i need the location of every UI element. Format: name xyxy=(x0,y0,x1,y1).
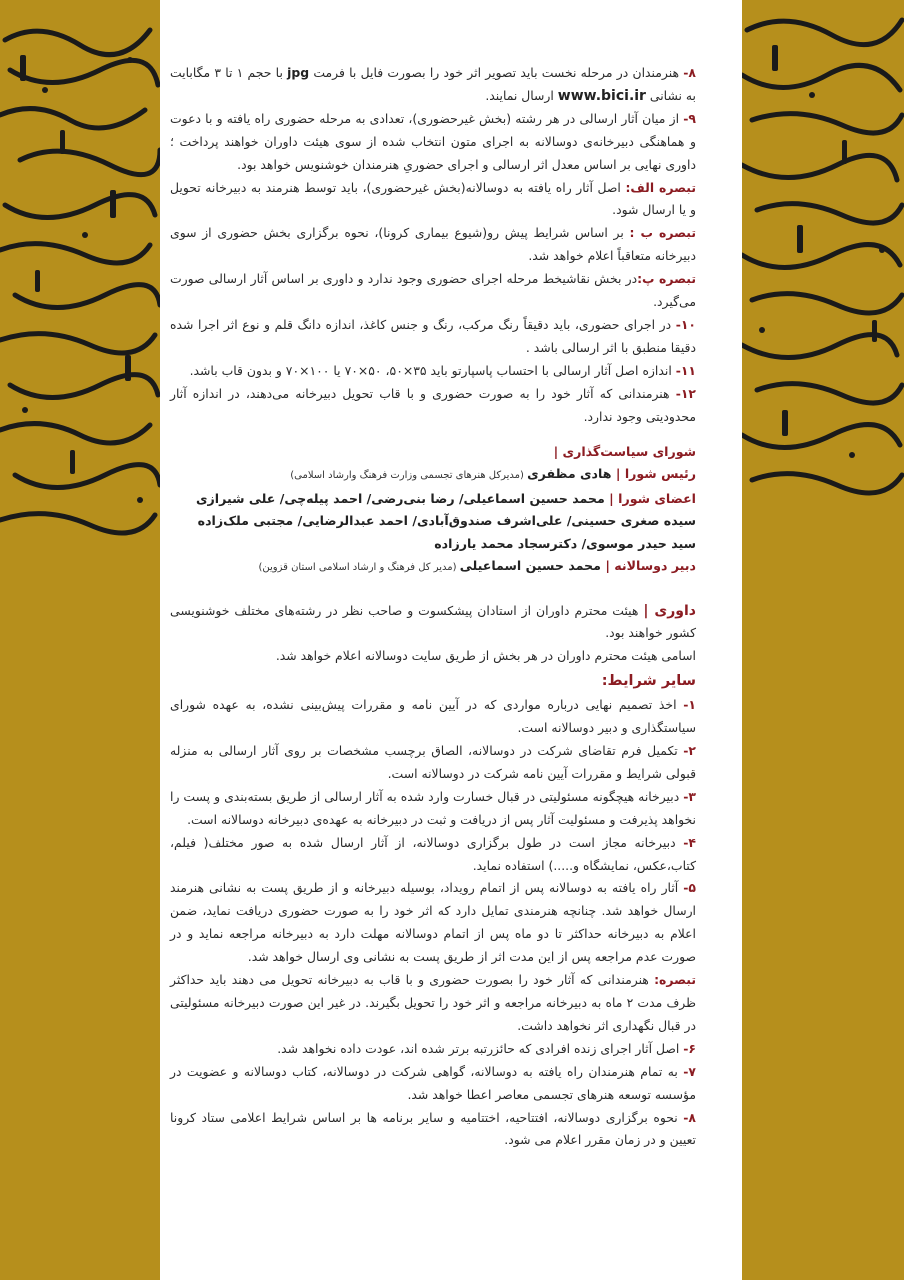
condition-text: دبیرخانه هیچگونه مسئولیتی در قبال خسارت وارد شده به آثار ارسالی از طریق بسته‌بندی و پست را نخواهد پذیرفت و مسئولیت آثار پس از دریافت و ثبت در دبیرخانه به عهده‌ی دبیرخانه دوسالانه است. xyxy=(170,788,696,827)
condition-text: آثار راه یافته به دوسالانه پس از اتمام رویداد، بوسیله دبیرخانه و از طریق پست به نشانی هنرمند ارسال خواهد شد. چنانچه هنرمندی تمایل دارد که اثر خود را به صورت حضوری دریافت نماید، ضمن اعلام به دبیرخانه حداکثر تا دو ماه پس از اتمام دوسالانه مهلت دارد به دبیرخانه مراجعه نماید و در صورت عدم مراجعه پس از این مدت اثر از طریق پست به نشانی وی ارسال خواهد شد. xyxy=(170,880,696,965)
secretary-label: دبیر دوسالانه | xyxy=(605,558,696,573)
document-content xyxy=(170,62,696,1152)
members-label: اعضای شورا | xyxy=(609,490,696,506)
document-page xyxy=(160,0,742,1280)
other-conditions-title: سایر شرایط: xyxy=(601,673,696,690)
jury-title: داوری | xyxy=(643,602,696,619)
other-conditions xyxy=(170,668,696,1152)
condition-number: ۸- xyxy=(683,1109,696,1125)
rule-number: ۱۱- xyxy=(675,362,696,378)
condition-text: دبیرخانه مجاز است در طول برگزاری دوسالانه، از آثار ارسال شده به صور مختلف( فیلم، کتاب،عکس، نمایشگاه و.....) استفاده نماید. xyxy=(170,834,696,873)
calligraphy-pattern-right xyxy=(742,0,904,1280)
jury-text-2: اسامی هیئت محترم داوران در هر بخش از طریق سایت دوسالانه اعلام خواهد شد. xyxy=(275,648,696,664)
note-label: تبصره پ: xyxy=(637,271,696,287)
secretary-name: محمد حسین اسماعیلی xyxy=(459,558,606,573)
rule-number: ۱۰- xyxy=(675,316,696,332)
note-label: تبصره الف: xyxy=(625,179,696,195)
condition-item xyxy=(170,1061,696,1107)
rule-text: ارسال نمایند. xyxy=(485,87,558,103)
rule-text: از میان آثار ارسالی در هر رشته (بخش غیرحضوری)، تعدادی به مرحله حضوری راه یافته و با دعوت و هماهنگی دبیرخانه‌ی دوسالانه به اجرای متون انتخاب شده از سوی هیئت داوران خواهند پرداخت ؛ داوری نهایی بر اساس معدل اثر ارسالی و اجرای حضوریِ هنرمندان خوشنویس خواهد بود. xyxy=(170,110,696,172)
condition-item xyxy=(170,1038,696,1061)
rule-9 xyxy=(170,108,696,177)
policy-council xyxy=(170,441,696,580)
jury-text xyxy=(170,600,696,646)
chair-role: (مدیرکل هنرهای تجسمی وزارت فرهنگ وارشاد اسلامی) xyxy=(290,470,528,481)
members-line: سید حیدر موسوی/ دکترسجاد محمد یارزاده xyxy=(434,535,696,551)
council-secretary xyxy=(170,555,696,580)
rule-number: ۱۲- xyxy=(675,385,696,401)
rule-number: ۸- xyxy=(683,65,696,80)
condition-text: تکمیل فرم تقاضای شرکت در دوسالانه، الصاق برچسب مشخصات بر روی آثار ارسالی به منزله قبولی شرایط و مقررات آیین نامه شرکت در دوسالانه است. xyxy=(170,743,696,781)
note-alef xyxy=(170,177,696,223)
jury-section xyxy=(170,600,696,669)
condition-number: ۷- xyxy=(683,1063,696,1079)
right-calligraphy-band xyxy=(742,0,904,1280)
note-pe xyxy=(170,268,696,314)
condition-number: ۳- xyxy=(683,788,696,804)
note-text: هنرمندانی که آثار خود را بصورت حضوری و با قاب به دبیرخانه تحویل می دهند باید حداکثر ظرف مدت ۲ ماه به دبیرخانه مراجعه و اثر خود را تحویل بگیرند. در غیر این صورت دبیرخانه مسئولیتی در قبال نگهداری اثر نخواهد داشت. xyxy=(170,972,696,1033)
members-line: سیده صغری حسینی/ علی‌اشرف صندوق‌آبادی/ احمد عبدالرضایی/ مجتبی ملک‌زاده xyxy=(197,513,696,528)
council-members xyxy=(170,488,696,511)
rule-text: با حجم ۱ تا ۳ مگابایت به نشانی xyxy=(170,65,696,103)
condition-number: ۴- xyxy=(683,834,696,850)
rule-10 xyxy=(170,314,696,360)
rule-11 xyxy=(170,360,696,383)
jury-text-1: هیئت محترم داوران از استادان پیشکسوت و صاحب نظر در رشته‌های مختلف خوشنویسی کشور خواهند بود. xyxy=(170,602,696,641)
secretary-role: (مدیر کل فرهنگ و ارشاد اسلامی استان قزوین) xyxy=(258,562,460,573)
website-link[interactable]: www.bici.ir xyxy=(557,87,646,104)
note-text: در بخش نقاشیخط مرحله اجرای حضوری وجود ندارد و داوری بر اساس آثار ارسالی صورت می‌گیرد. xyxy=(170,271,696,310)
rule-12 xyxy=(170,383,696,429)
condition-text: نحوه برگزاری دوسالانه، افتتاحیه، اختتامیه و سایر برنامه ها بر اساس شرایط اعلامی ستاد کرونا تعیین و در زمان مقرر اعلام می شود. xyxy=(170,1109,696,1148)
note-label: تبصره ب : xyxy=(629,225,696,241)
council-chair xyxy=(170,463,696,488)
file-format: jpg xyxy=(287,65,310,80)
condition-text: اخذ تصمیم نهایی درباره مواردی که در آیین نامه و مقررات پیش‌بینی نشده، به عهده شورای سیاستگذاری و دبیر دوسالانه است. xyxy=(170,697,696,736)
note-label: تبصره: xyxy=(654,972,696,988)
calligraphy-pattern-left xyxy=(0,0,160,1280)
condition-item xyxy=(170,832,696,878)
rule-text: اندازه اصل آثار ارسالی با احتساب پاسپارتو باید ۳۵×۵۰، ۵۰×۷۰ یا ۱۰۰×۷۰ و بدون قاب باشد. xyxy=(189,362,676,378)
condition-note xyxy=(170,969,696,1038)
rule-text: هنرمندانی که آثار خود را به صورت حضوری و با قاب تحویل دبیرخانه می‌دهند، در اندازه آثار محدودیتی وجود ندارد. xyxy=(170,385,696,424)
chair-label: رئیس شورا | xyxy=(615,466,696,481)
condition-item xyxy=(170,740,696,786)
rule-8 xyxy=(170,62,696,108)
council-title: شورای سیاست‌گذاری | xyxy=(553,443,696,459)
condition-number: ۵- xyxy=(683,880,696,896)
rule-text: در اجرای حضوری، باید دقیقاً رنگ مرکب، رنگ و جنس کاغذ، اندازه دانگ قلم و نوع اثر اجرا شده دقیقا منطبق با اثر ارسالی باشد . xyxy=(170,316,696,355)
rule-text: هنرمندان در مرحله نخست باید تصویر اثر خود را بصورت فایل با فرمت xyxy=(309,65,684,80)
condition-item xyxy=(170,786,696,832)
condition-item xyxy=(170,694,696,740)
left-calligraphy-band xyxy=(0,0,160,1280)
rule-number: ۹- xyxy=(683,110,696,126)
condition-number: ۶- xyxy=(683,1040,696,1056)
condition-text: اصل آثار اجرای زنده افرادی که حائزرتبه برتر شده اند، عودت داده نخواهد شد. xyxy=(277,1040,684,1056)
note-text: اصل آثار راه یافته به دوسالانه(بخش غیرحضوری)، باید توسط هنرمند به دبیرخانه تحویل و یا ارسال شود. xyxy=(170,179,696,218)
members-line: محمد حسین اسماعیلی/ رضا بنی‌رضی/ احمد پیله‌چی/ علی شیرازی xyxy=(196,490,610,506)
note-be xyxy=(170,222,696,268)
condition-item xyxy=(170,1107,696,1153)
condition-number: ۱- xyxy=(683,697,696,713)
note-text: بر اساس شرایط پیش رو(شیوع بیماری کرونا)، نحوه برگزاری بخش حضوری از سوی دبیرخانه متعاقباً اعلام خواهد شد. xyxy=(170,225,696,264)
condition-text: به تمام هنرمندان راه یافته به دوسالانه، گواهی شرکت در دوسالانه، کتاب دوسالانه و عضویت در مؤسسه توسعه هنرهای تجسمی معاصر اعطا خواهد شد. xyxy=(170,1063,696,1102)
condition-item xyxy=(170,877,696,969)
condition-number: ۲- xyxy=(683,743,696,759)
chair-name: هادی مظفری xyxy=(527,466,616,481)
